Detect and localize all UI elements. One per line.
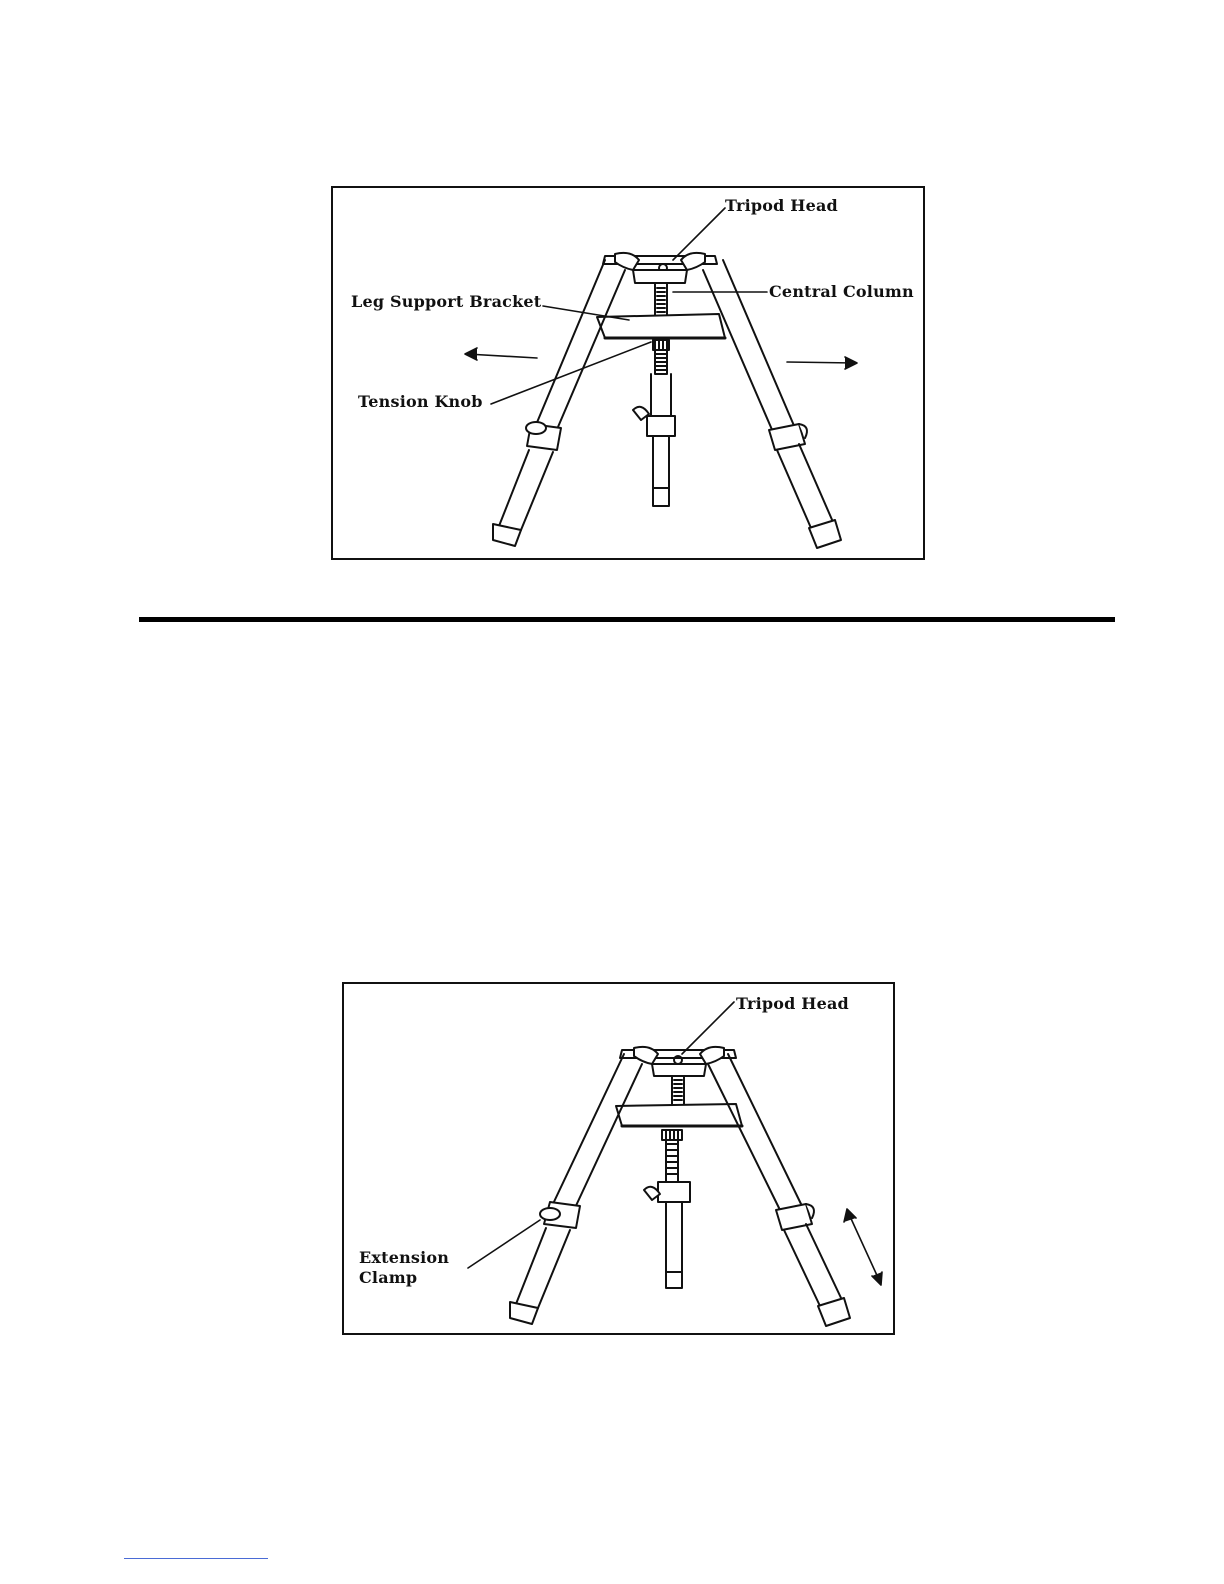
tension-knob-shape (653, 340, 669, 374)
tripod-figure-bottom (342, 982, 895, 1335)
central-column-shape (655, 283, 667, 317)
right-leg-shape (708, 1054, 850, 1326)
left-arrow (467, 354, 537, 358)
central-column-label: Central Column (769, 282, 914, 301)
tripod-head-label: Tripod Head (725, 196, 838, 215)
section-divider (139, 617, 1115, 622)
tension-knob-shape (662, 1130, 682, 1182)
tripod-head-shape (603, 253, 717, 283)
tripod-head-label: Tripod Head (736, 994, 849, 1013)
extension-clamp-label-line2: Clamp (359, 1268, 418, 1287)
rear-leg-shape (633, 374, 675, 506)
footnote-rule (124, 1558, 268, 1559)
tension-knob-label: Tension Knob (358, 392, 483, 411)
left-leg-shape (510, 1054, 642, 1324)
rear-leg-shape (644, 1182, 690, 1288)
central-column-shape (672, 1076, 684, 1106)
right-leg-shape (703, 260, 841, 548)
extension-clamp-label-line1: Extension (359, 1248, 450, 1267)
right-arrow (787, 362, 855, 363)
leg-support-bracket-shape (616, 1104, 742, 1126)
double-arrow (844, 1209, 882, 1285)
tripod-figure-top (331, 186, 925, 560)
tripod-illustration (333, 188, 923, 558)
tripod-illustration (344, 984, 893, 1333)
leg-support-bracket-label: Leg Support Bracket (351, 292, 542, 311)
leader-lines (468, 1002, 734, 1268)
